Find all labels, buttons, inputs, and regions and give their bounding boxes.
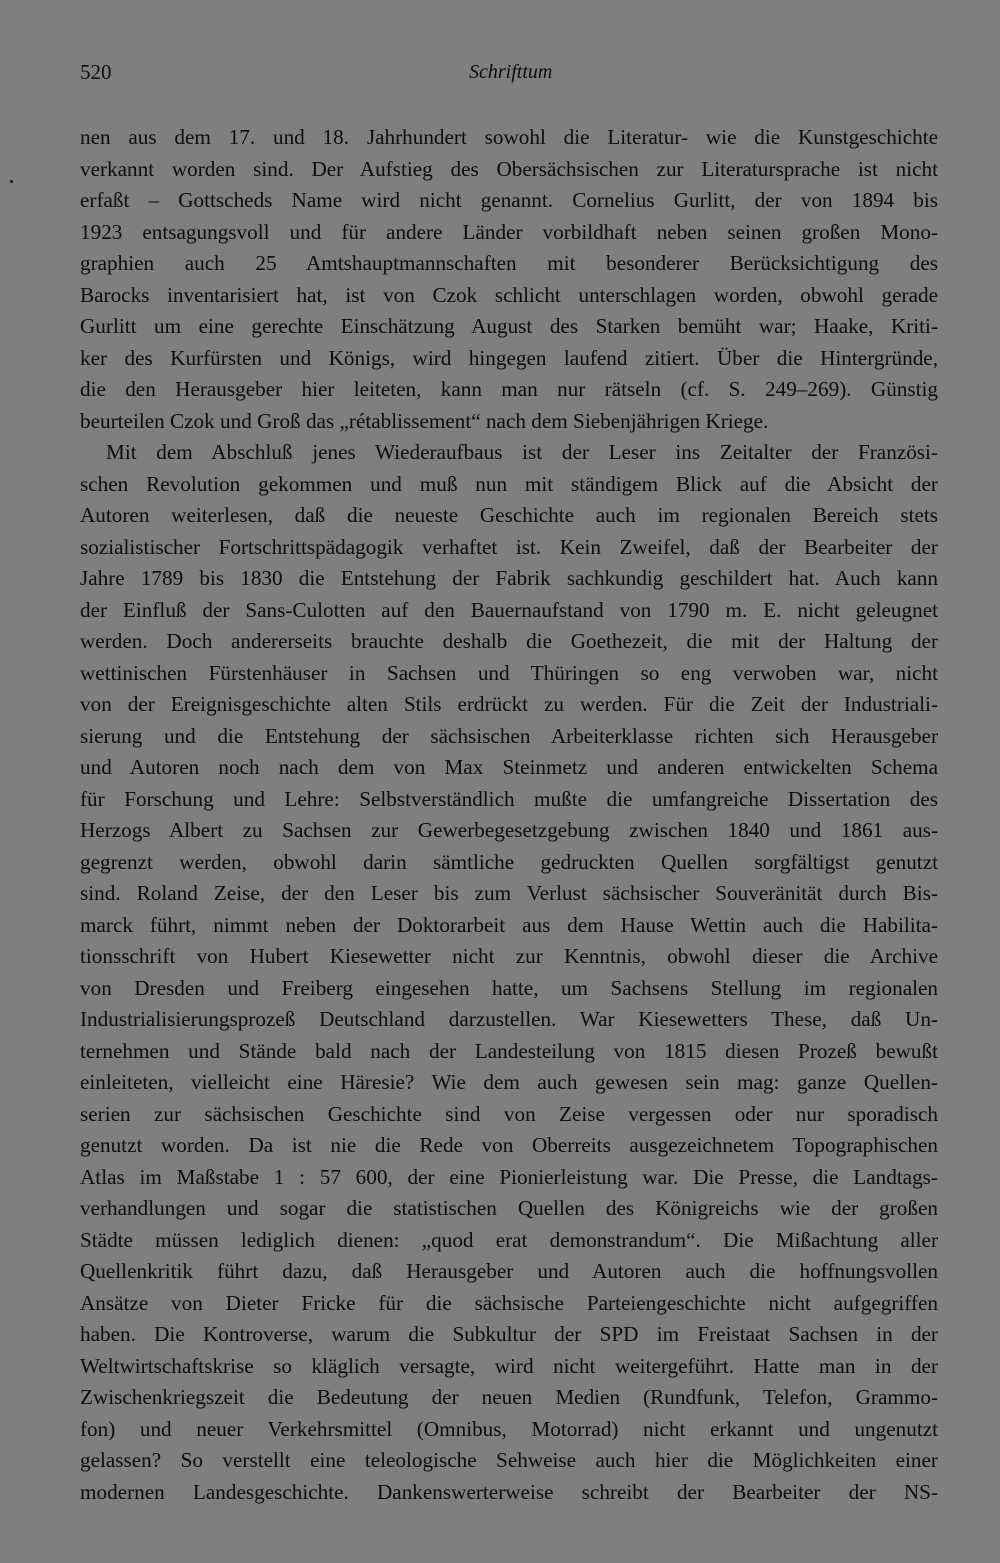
text-line: marck führt, nimmt neben der Doktorarbeit aus dem Hause Wettin auch die Habilita- — [80, 912, 938, 937]
text-line: gegrenzt werden, obwohl darin sämtliche gedruckten Quellen sorgfältigst genutzt — [80, 849, 938, 874]
text-line: die den Herausgeber hier leiteten, kann man nur rätseln (cf. S. 249–269). Günstig — [80, 377, 938, 401]
text-line: ker des Kurfürsten und Königs, wird hingegen laufend zitiert. Über die Hintergründe, — [80, 345, 938, 370]
text-line: tionsschrift von Hubert Kiesewetter nicht zur Kenntnis, obwohl dieser die Archive — [80, 944, 938, 968]
text-line: werden. Doch andererseits brauchte deshalb die Goethezeit, die mit der Haltung der — [80, 629, 938, 653]
body-text — [80, 122, 938, 1508]
text-line: Städte müssen lediglich dienen: „quod erat demonstrandum“. Die Mißachtung aller — [80, 1227, 938, 1252]
text-line: Ansätze von Dieter Fricke für die sächsische Parteiengeschichte nicht aufgegriffen — [80, 1290, 938, 1315]
text-line: modernen Landesgeschichte. Dankenswerterweise schreibt der Bearbeiter der NS- — [80, 1479, 938, 1504]
text-line: sozialistischer Fortschrittspädagogik verhaftet ist. Kein Zweifel, daß der Bearbeiter der — [80, 534, 938, 559]
text-line: 1923 entsagungsvoll und für andere Länder vorbildhaft neben seinen großen Mono- — [80, 219, 938, 244]
text-line: wettinischen Fürstenhäuser in Sachsen und Thüringen so eng verwoben war, nicht — [80, 660, 938, 685]
text-line: gelassen? So verstellt eine teleologische Sehweise auch hier die Möglichkeiten einer — [80, 1448, 938, 1472]
text-line: von der Ereignisgeschichte alten Stils erdrückt zu werden. Für die Zeit der Industriali- — [80, 692, 938, 716]
text-line: verkannt worden sind. Der Aufstieg des Obersächsischen zur Literatursprache ist nicht — [80, 156, 938, 181]
text-line: genutzt worden. Da ist nie die Rede von Oberreits ausgezeichnetem Topographischen — [80, 1133, 938, 1157]
paragraph-end-line: beurteilen Czok und Groß das „rétablissement“ nach dem Siebenjährigen Kriege. — [80, 408, 769, 433]
text-line: Industrialisierungsprozeß Deutschland darzustellen. War Kiesewetters These, daß Un- — [80, 1007, 938, 1031]
running-title: Schrifttum — [469, 61, 553, 83]
text-line: ternehmen und Stände bald nach der Landesteilung von 1815 diesen Prozeß bewußt — [80, 1038, 938, 1063]
text-line: Gurlitt um eine gerechte Einschätzung August des Starken bemüht war; Haake, Kriti- — [80, 314, 938, 338]
text-line: graphien auch 25 Amtshauptmannschaften mit besonderer Berücksichtigung des — [80, 251, 938, 275]
text-line: für Forschung und Lehre: Selbstverständlich mußte die umfangreiche Dissertation des — [80, 786, 938, 811]
page-header — [80, 58, 938, 86]
text-line: und Autoren noch nach dem von Max Steinmetz und anderen entwickelten Schema — [80, 755, 938, 779]
text-line: Jahre 1789 bis 1830 die Entstehung der Fabrik sachkundig geschildert hat. Auch kann — [80, 566, 938, 590]
text-line: von Dresden und Freiberg eingesehen hatte, um Sachsens Stellung im regionalen — [80, 975, 938, 1000]
text-line: Weltwirtschaftskrise so kläglich versagte, wird nicht weitergeführt. Hatte man in der — [80, 1353, 938, 1378]
paragraph-start-line: Mit dem Abschluß jenes Wiederaufbaus ist der Leser ins Zeitalter der Französi- — [106, 440, 938, 464]
text-line: haben. Die Kontroverse, warum die Subkultur der SPD im Freistaat Sachsen in der — [80, 1322, 938, 1346]
text-line: Atlas im Maßstabe 1 : 57 600, der eine Pionierleistung war. Die Presse, die Landtags- — [80, 1164, 938, 1189]
text-line: einleiteten, vielleicht eine Häresie? Wie dem auch gewesen sein mag: ganze Quellen- — [80, 1070, 938, 1094]
text-line: erfaßt – Gottscheds Name wird nicht genannt. Cornelius Gurlitt, der von 1894 bis — [80, 188, 938, 212]
text-line: serien zur sächsischen Geschichte sind von Zeise vergessen oder nur sporadisch — [80, 1101, 938, 1126]
text-line: nen aus dem 17. und 18. Jahrhundert sowohl die Literatur- wie die Kunstgeschichte — [80, 125, 938, 149]
text-line: Autoren weiterlesen, daß die neueste Geschichte auch im regionalen Bereich stets — [80, 503, 938, 527]
text-line: Barocks inventarisiert hat, ist von Czok schlicht unterschlagen worden, obwohl gerade — [80, 282, 938, 307]
text-line: verhandlungen und sogar die statistischen Quellen des Königreichs wie der großen — [80, 1196, 938, 1220]
text-line: sierung und die Entstehung der sächsischen Arbeiterklasse richten sich Herausgeber — [80, 723, 938, 748]
text-line: schen Revolution gekommen und muß nun mit ständigem Blick auf die Absicht der — [80, 471, 938, 496]
scan-speck — [10, 180, 13, 183]
text-line: der Einfluß der Sans-Culotten auf den Bauernaufstand von 1790 m. E. nicht geleugnet — [80, 597, 938, 622]
text-line: Quellenkritik führt dazu, daß Herausgeber und Autoren auch die hoffnungsvollen — [80, 1259, 938, 1283]
text-line: Zwischenkriegszeit die Bedeutung der neuen Medien (Rundfunk, Telefon, Grammo- — [80, 1385, 938, 1409]
text-line: Herzogs Albert zu Sachsen zur Gewerbegesetzgebung zwischen 1840 und 1861 aus- — [80, 818, 938, 842]
text-line: sind. Roland Zeise, der den Leser bis zum Verlust sächsischer Souveränität durch Bis- — [80, 881, 938, 905]
text-line: fon) und neuer Verkehrsmittel (Omnibus, Motorrad) nicht erkannt und ungenutzt — [80, 1416, 938, 1441]
page-number: 520 — [80, 60, 112, 84]
